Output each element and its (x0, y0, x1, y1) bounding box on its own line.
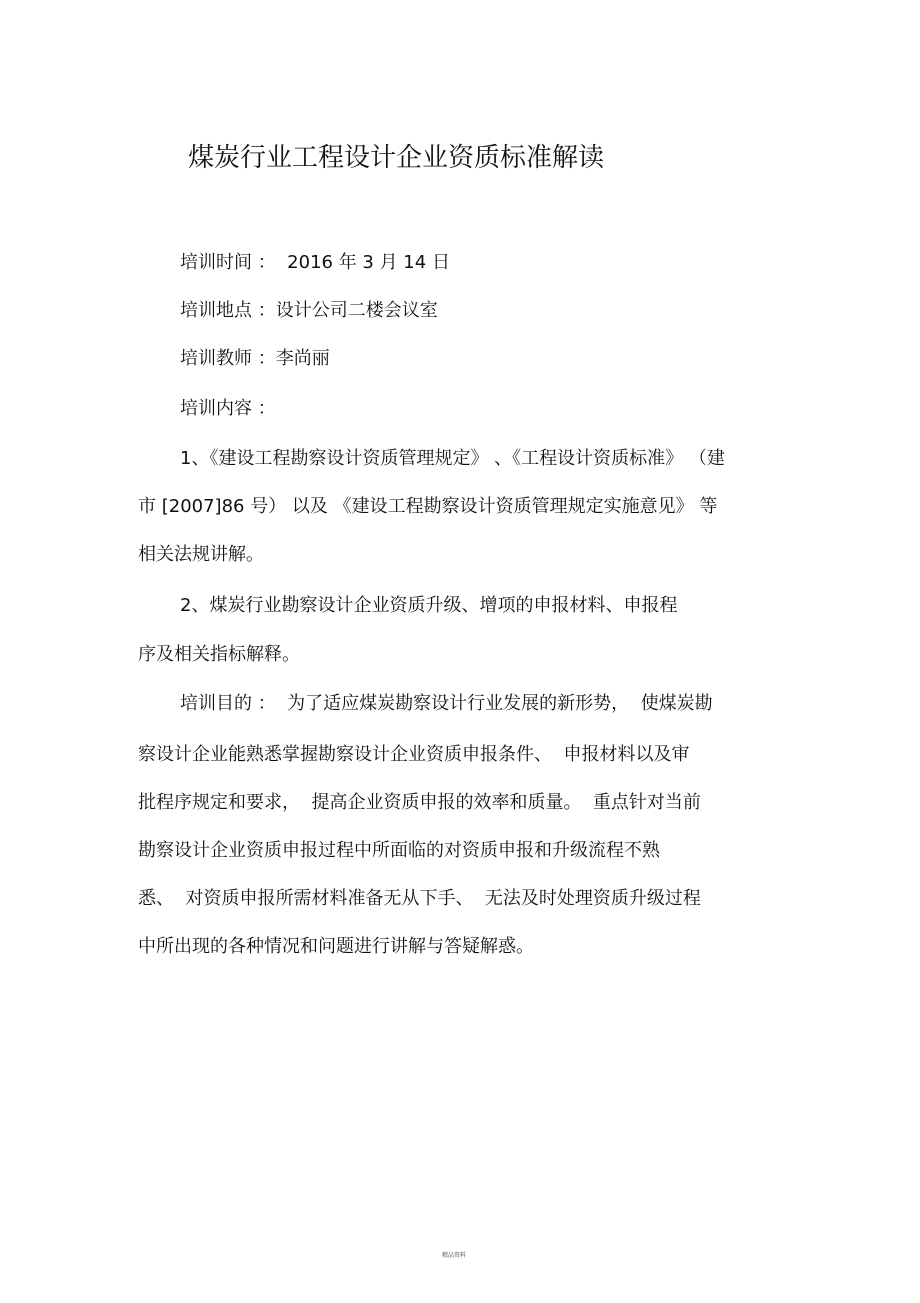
training-purpose-line-1: 培训目的 ： 为了适应煤炭勘察设计行业发展的新形势， 使煤炭勘 (180, 693, 713, 714)
training-purpose-line-5: 悉、 对资质申报所需材料准备无从下手、 无法及时处理资质升级过程 (138, 888, 701, 909)
training-purpose-line-6: 中所出现的各种情况和问题进行讲解与答疑解惑。 (138, 936, 534, 957)
training-content-label: 培训内容 ： (180, 398, 276, 419)
content-item-2-line-2: 序及相关指标解释。 (138, 644, 300, 665)
training-time: 培训时间 ： 2016 年 3 月 14 日 (180, 252, 450, 273)
page-footer: 精品资料 (442, 1252, 467, 1259)
training-purpose-line-3: 批程序规定和要求， 提高企业资质申报的效率和质量。 重点针对当前 (138, 792, 701, 813)
content-item-1-line-2: 市 [2007]86 号） 以及 《建设工程勘察设计资质管理规定实施意见》 等 (138, 496, 718, 517)
content-item-1-line-1: 1、《建设工程勘察设计资质管理规定》 、《工程设计资质标准》 （建 (180, 448, 725, 469)
training-purpose-line-4: 勘察设计企业资质申报过程中所面临的对资质申报和升级流程不熟 (138, 840, 660, 861)
training-purpose-line-2: 察设计企业能熟悉掌握勘察设计企业资质申报条件、 申报材料以及审 (138, 744, 690, 765)
training-teacher: 培训教师 ：李尚丽 (180, 348, 330, 369)
training-location: 培训地点 ：设计公司二楼会议室 (180, 300, 438, 321)
content-item-2-line-1: 2、煤炭行业勘察设计企业资质升级、增项的申报材料、申报程 (180, 595, 678, 616)
content-item-1-line-3: 相关法规讲解。 (138, 544, 264, 565)
page-title: 煤炭行业工程设计企业资质标准解读 (188, 143, 605, 173)
